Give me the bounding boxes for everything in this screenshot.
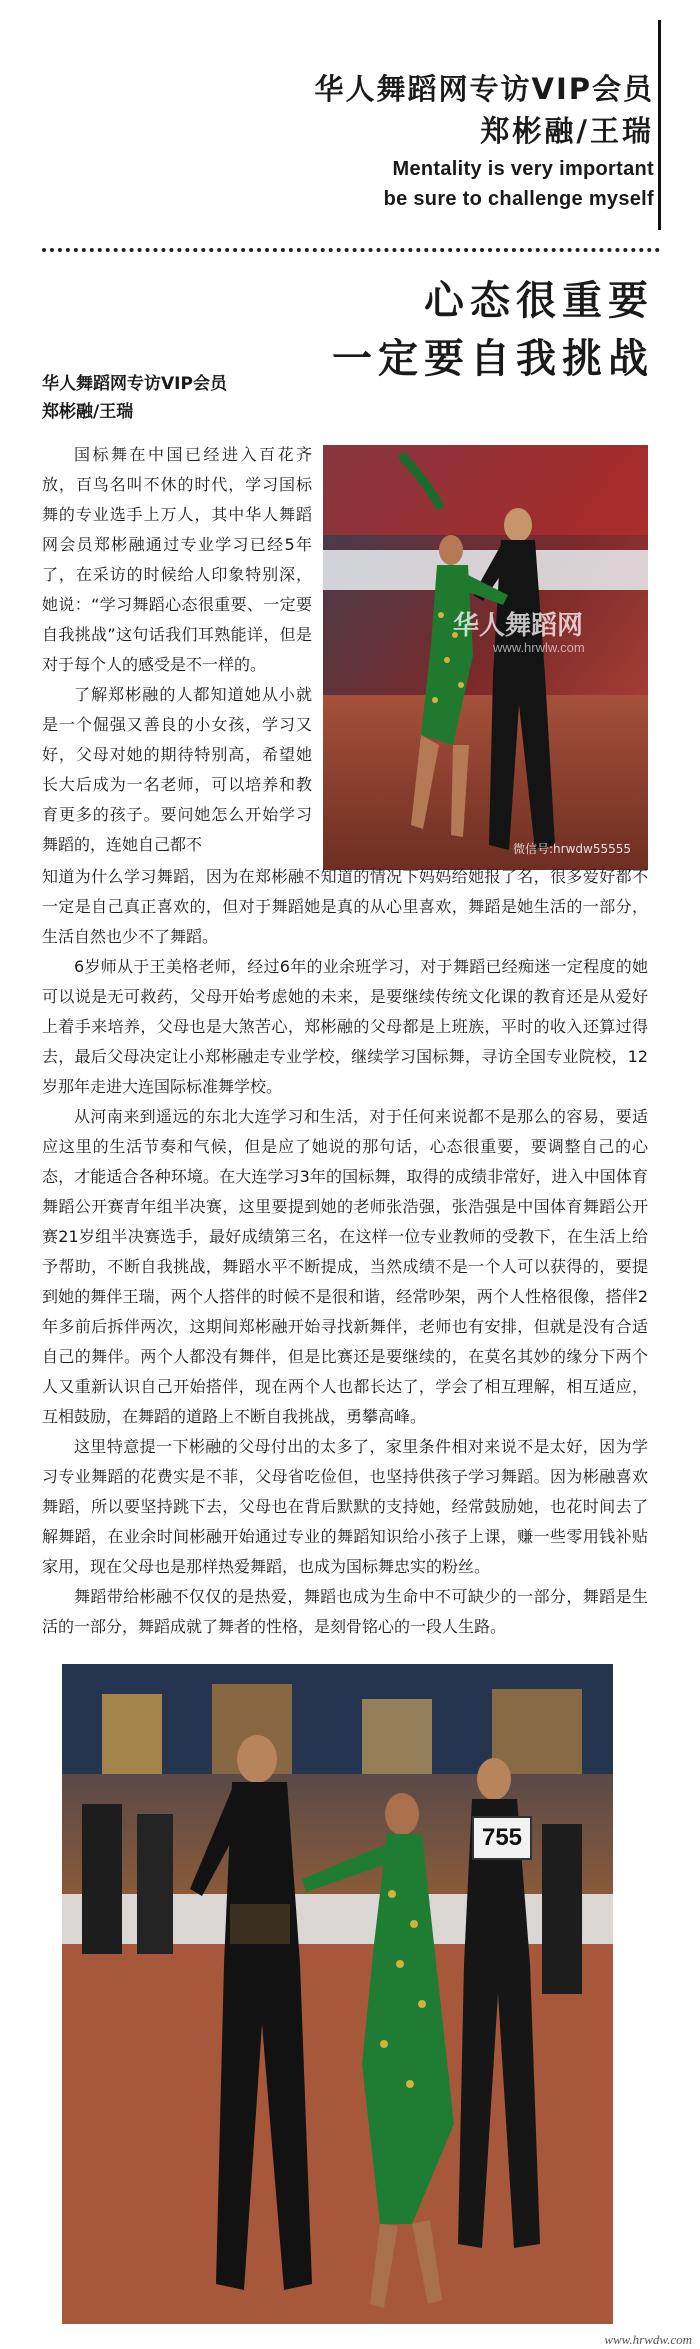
headline-line-1: 心态很重要 [424,278,654,324]
footer-url: www.hrwdw.com [604,2332,692,2347]
photo-watermark-url: www.hrwlw.com [493,640,585,655]
byline-title: 华人舞蹈网专访VIP会员 [42,374,227,394]
article-wrap-column [42,440,312,860]
article-full-column [42,862,648,1642]
article-paragraph-3: 6岁师从于王美格老师，经过6年的业余班学习，对于舞蹈已经痴迷一定程度的她可以说是无可救药，父母开始考虑她的未来，是要继续传统文化课的教育还是从爱好上着手来培养，父母也是大煞苦心，郑彬融的父母都是上班族，平时的收入还算过得去，最后父母决定让小郑彬融走专业学校，继续学习国标舞，寻访全国专业院校，12岁那年走进大连国际标准舞学校。 [42,957,648,1096]
header-titles [315,70,655,214]
article-paragraph-2-part-2: 知道为什么学习舞蹈，因为在郑彬融不知道的情况下妈妈给她报了名，很多爱好都不一定是自己真正喜欢的，但对于舞蹈她是真的从心里喜欢，舞蹈是她生活的一部分，生活自然也少不了舞蹈。 [42,867,648,946]
dance-photo-2 [62,1664,613,2324]
article-paragraph-4: 从河南来到遥远的东北大连学习和生活，对于任何来说都不是那么的容易，要适应这里的生活节奏和气候，但是应了她说的那句话，心态很重要，要调整自己的心态，才能适合各种环境。在大连学习3年的国标舞，取得的成绩非常好，进入中国体育舞蹈公开赛青年组半决赛，这里要提到她的老师张浩强，张浩强是中国体育舞蹈公开赛21岁组半决赛选手，最好成绩第三名，在这样一位专业教师的受教下，在生活上给予帮助，不断自我挑战，舞蹈水平不断提成，当然成绩不是一个人可以获得的，要提到她的舞伴王瑞，两个人搭伴的时候不是很和谐，经常吵架，两个人性格很像，搭伴2年多前后拆伴两次，这期间郑彬融开始寻找新舞伴，老师也有安排，但就是没有合适自己的舞伴。两个人都没有舞伴，但是比赛还是要继续的，在莫名其妙的缘分下两个人又重新认识自己开始搭伴，现在两个人也都长达了，学会了相互理解，相互适应，互相鼓励，在舞蹈的道路上不断自我挑战，勇攀高峰。 [42,1107,648,1426]
article-paragraph-5: 这里特意提一下彬融的父母付出的太多了，家里条件相对来说不是太好，因为学习专业舞蹈的花费实是不菲，父母省吃俭但，也坚持供孩子学习舞蹈。因为彬融喜欢舞蹈，所以要坚持跳下去，父母也在背后默默的支持她，经常鼓励她，也花时间去了解舞蹈，在业余时间彬融开始通过专业的舞蹈知识给小孩子上课，赚一些零用钱补贴家用，现在父母也是那样热爱舞蹈，也成为国标舞忠实的粉丝。 [42,1437,648,1576]
dance-photo-2-image [62,1664,613,2324]
photo-watermark: 华人舞蹈网 [453,611,584,641]
wechat-label: 微信号:hrwdw55555 [513,842,632,856]
header [0,0,700,235]
header-title: 华人舞蹈网专访VIP会员 [314,72,654,106]
vertical-divider [658,20,661,230]
article-paragraph-6: 舞蹈带给彬融不仅仅的是热爱，舞蹈也成为生命中不可缺少的一部分，舞蹈是生活的一部分，舞蹈成就了舞者的性格，是刻骨铭心的一段人生路。 [42,1587,648,1636]
article-paragraph-2-part-1: 了解郑彬融的人都知道她从小就是一个倔强又善良的小女孩，学习又好，父母对她的期待特别高，希望她长大后成为一名老师，可以培养和教育更多的孩子。要问她怎么开始学习舞蹈的，连她自己都不 [42,685,312,854]
headline [332,272,654,388]
article-paragraph-1: 国标舞在中国已经进入百花齐放，百鸟名叫不休的时代，学习国标舞的专业选手上万人，其中华人舞蹈网会员郑彬融通过专业学习已经5年了，在采访的时候给人印象特别深，她说：“学习舞蹈心态很重要、一定要自我挑战”这句话我们耳熟能详，但是对于每个人的感受是不一样的。 [42,445,312,674]
header-english-line-1: Mentality is very important [392,158,654,180]
header-english-line-2: be sure to challenge myself [383,188,654,210]
byline-names: 郑彬融/王瑞 [42,402,134,422]
dotted-divider [42,248,660,252]
headline-line-2: 一定要自我挑战 [332,336,654,382]
competitor-number: 755 [472,1816,532,1860]
dance-photo-1-image [323,445,648,870]
header-names: 郑彬融/王瑞 [480,114,654,148]
dance-photo-1 [323,445,648,870]
byline [42,370,227,426]
